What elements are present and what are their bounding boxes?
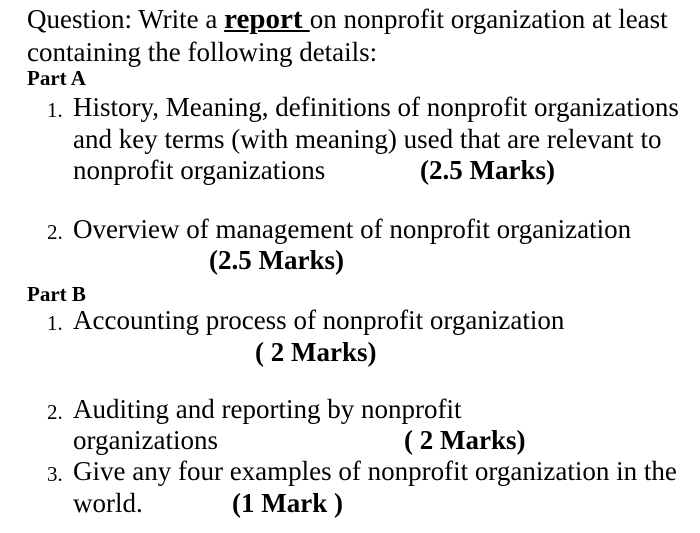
- question-prefix: Question: Write a: [27, 4, 225, 34]
- part-b-item-2-line-2: organizations: [73, 425, 218, 455]
- part-b-item-3-marks: (1 Mark ): [232, 488, 343, 518]
- part-b-item-3-line-2: world.: [73, 488, 143, 518]
- part-a-item-1-marks: (2.5 Marks): [420, 155, 555, 185]
- question-text: [27, 3, 692, 69]
- part-a-item-1-line-3: nonprofit organizations: [73, 155, 326, 185]
- part-b-item-2-number: 2.: [47, 400, 63, 424]
- part-a-item-2-line-1: Overview of management of nonprofit organization: [73, 214, 632, 244]
- question-emphasis-report: report: [224, 3, 310, 35]
- part-b-item-3-number: 3.: [47, 462, 63, 486]
- part-b-item-2-marks: ( 2 Marks): [404, 425, 526, 455]
- part-b-item-1-number: 1.: [47, 311, 63, 335]
- part-a-item-1-line-1: History, Meaning, definitions of nonprofit organizations: [73, 92, 679, 122]
- part-b-heading: Part B: [27, 282, 86, 306]
- part-b-item-3-line-1: Give any four examples of nonprofit organization in the: [73, 456, 677, 486]
- question-line2: containing the following details:: [27, 37, 378, 67]
- part-a-item-2-number: 2.: [47, 220, 63, 244]
- question-suffix-line1: on nonprofit organization at least: [309, 4, 668, 34]
- part-b-item-2-line-1: Auditing and reporting by nonprofit: [73, 394, 462, 424]
- part-a-item-1-line-2: and key terms (with meaning) used that are relevant to: [73, 124, 662, 154]
- part-b-item-1-marks: ( 2 Marks): [255, 337, 377, 367]
- part-b-item-1-line-1: Accounting process of nonprofit organization: [73, 305, 565, 335]
- part-a-item-2-marks: (2.5 Marks): [209, 245, 344, 275]
- part-a-item-1-number: 1.: [47, 98, 63, 122]
- part-a-heading: Part A: [27, 66, 86, 90]
